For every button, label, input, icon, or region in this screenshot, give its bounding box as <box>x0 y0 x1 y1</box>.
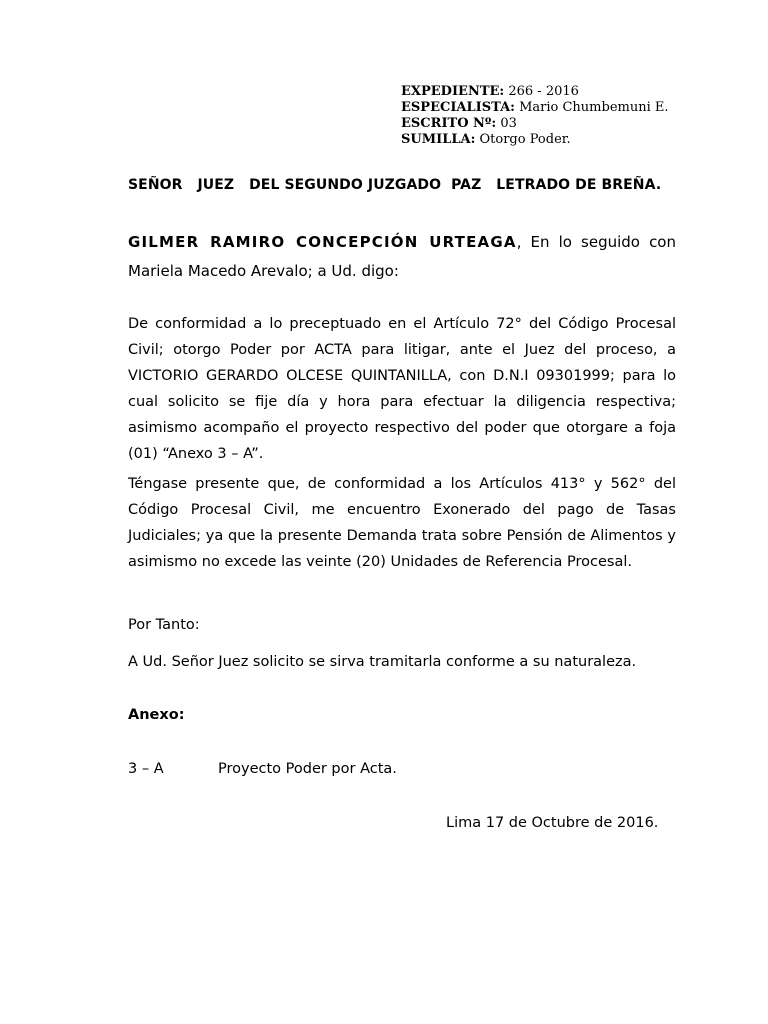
addressee-line: SEÑOR JUEZ DEL SEGUNDO JUZGADO PAZ LETRADO DE BREÑA. <box>128 177 662 193</box>
expediente-value: 266 - 2016 <box>504 84 579 99</box>
case-header <box>401 84 669 148</box>
escrito-label: ESCRITO Nº: <box>401 116 497 131</box>
escrito-value: 03 <box>496 116 517 131</box>
sumilla-value: Otorgo Poder. <box>475 132 571 147</box>
anexo-item-description: Proyecto Poder por Acta. <box>218 761 397 777</box>
petition-line: A Ud. Señor Juez solicito se sirva tramitarla conforme a su naturaleza. <box>128 654 637 670</box>
intro-paragraph <box>128 228 676 286</box>
anexo-item-code: 3 – A <box>128 761 164 777</box>
especialista-label: ESPECIALISTA: <box>401 100 515 115</box>
intro-text: , En lo seguido con Mariela Macedo Arevalo; a Ud. digo: <box>128 233 676 280</box>
escrito-row <box>401 116 669 132</box>
date-line: Lima 17 de Octubre de 2016. <box>446 815 659 831</box>
body-paragraph-exoneracion: Téngase presente que, de conformidad a los Artículos 413° y 562° del Código Procesal Civil, me encuentro Exonerado del pago de Tasas Judiciales; ya que la presente Demanda trata sobre Pensión de Alimentos y asimismo no excede las veinte (20) Unidades de Referencia Procesal. <box>128 476 676 570</box>
especialista-value: Mario Chumbemuni E. <box>514 100 669 115</box>
por-tanto-line: Por Tanto: <box>128 617 200 633</box>
expediente-row <box>401 84 669 100</box>
petitioner-name: GILMER RAMIRO CONCEPCIÓN URTEAGA <box>128 233 517 251</box>
anexo-heading: Anexo: <box>128 707 185 723</box>
especialista-row <box>401 100 669 116</box>
expediente-label: EXPEDIENTE: <box>401 84 505 99</box>
sumilla-row <box>401 132 669 148</box>
body-paragraph-poder: De conformidad a lo preceptuado en el Artículo 72° del Código Procesal Civil; otorgo Poder por ACTA para litigar, ante el Juez del proceso, a VICTORIO GERARDO OLCESE QUINTANILLA, con D.N.I 09301999; para lo cual solicito se fije día y hora para efectuar la diligencia respectiva; asimismo acompaño el proyecto respectivo del poder que otorgare a foja (01) “Anexo 3 – A”. <box>128 316 676 462</box>
sumilla-label: SUMILLA: <box>401 132 476 147</box>
